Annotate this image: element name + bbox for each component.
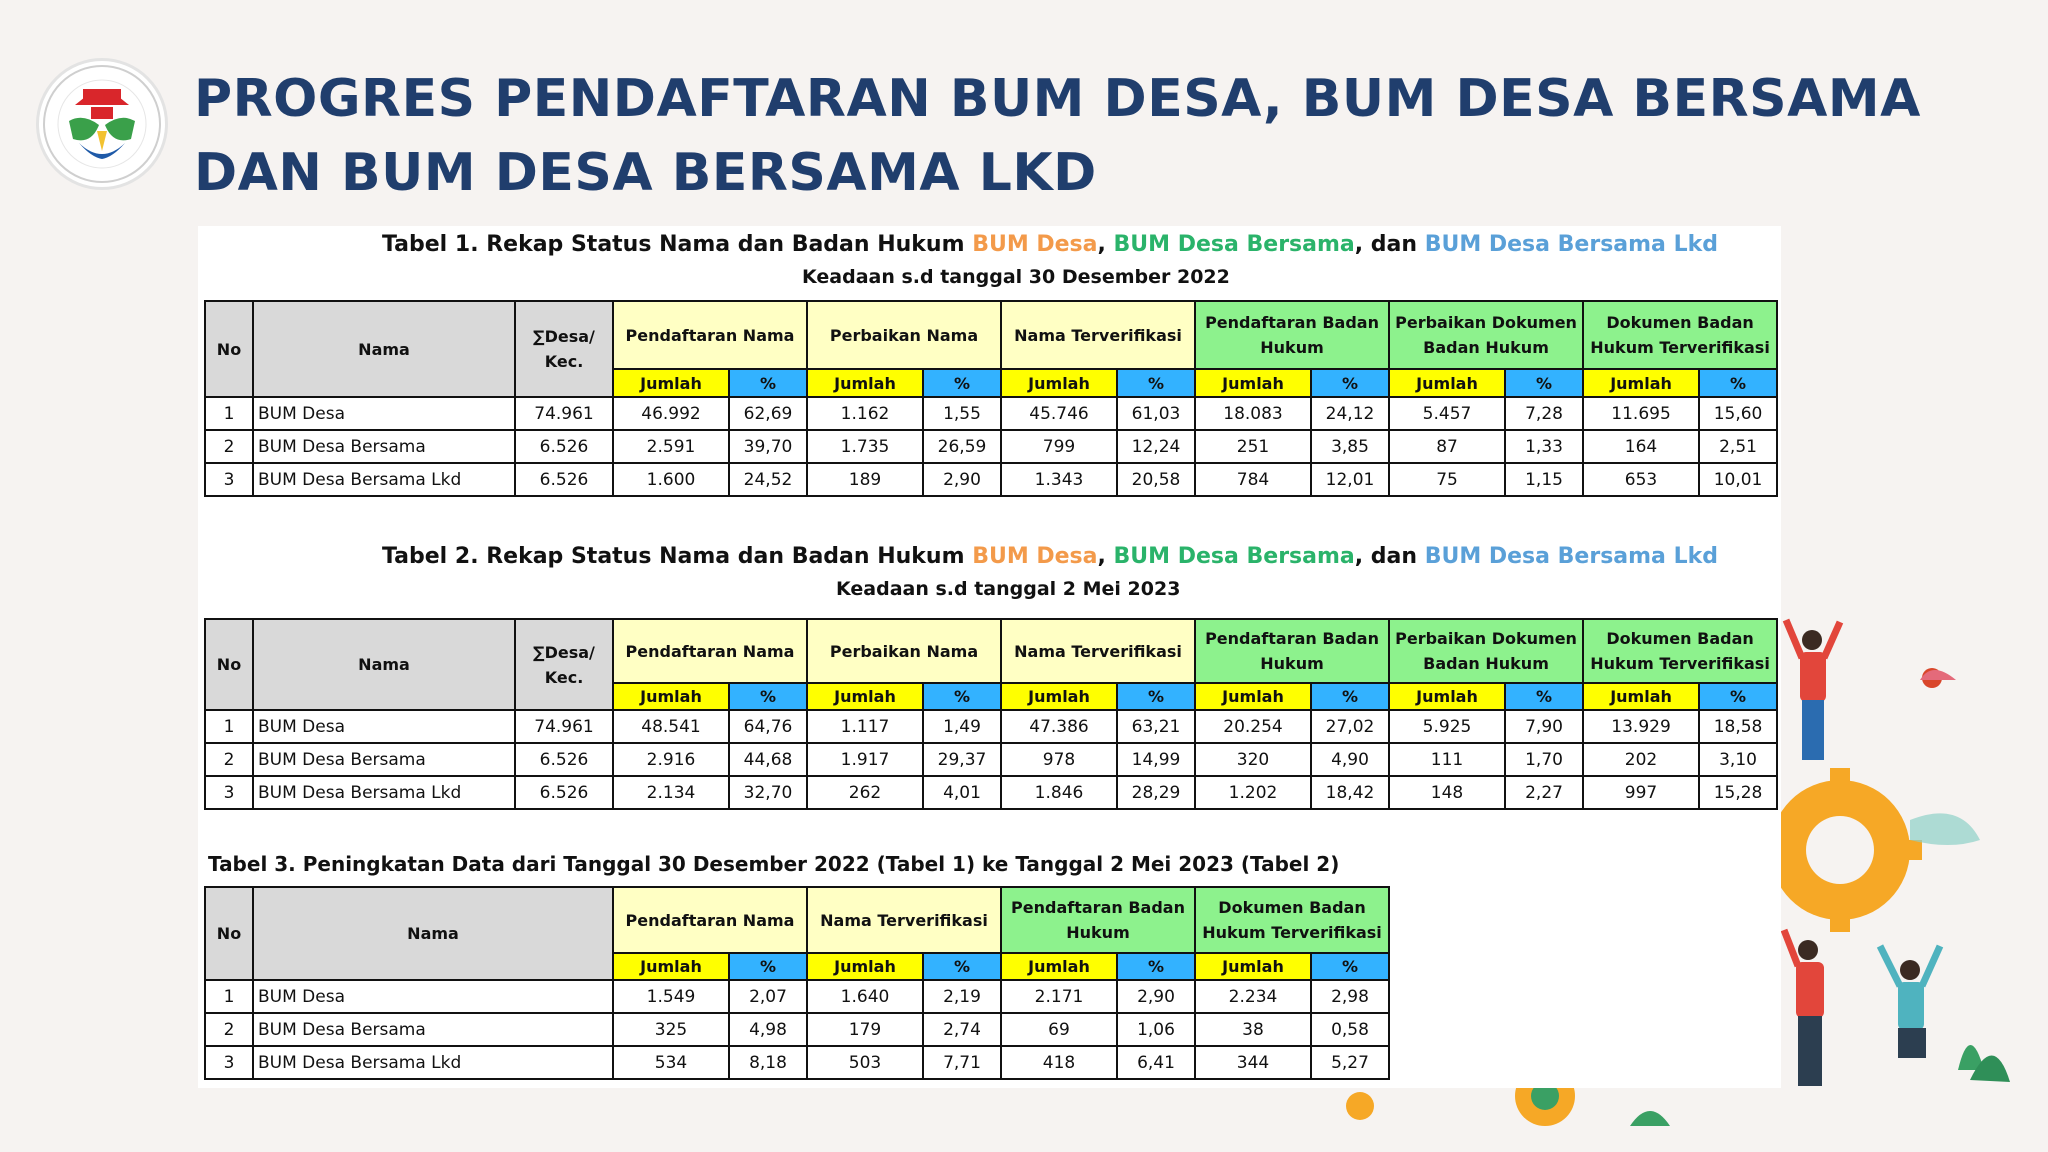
- value-cell: 1.117: [807, 710, 923, 743]
- value-cell: 4,90: [1311, 743, 1389, 776]
- value-cell: 2,98: [1311, 980, 1389, 1013]
- header-pendaftaran-nama: Pendaftaran Nama: [613, 301, 807, 369]
- value-cell: 148: [1389, 776, 1505, 809]
- row-number-cell: 1: [205, 710, 253, 743]
- value-cell: 534: [613, 1046, 729, 1079]
- header-perbaikan-dokumen-badan-hukum: Perbaikan Dokumen Badan Hukum: [1389, 301, 1583, 369]
- value-cell: 11.695: [1583, 397, 1699, 430]
- header-nama-terverifikasi: Nama Terverifikasi: [807, 887, 1001, 953]
- value-cell: 1.735: [807, 430, 923, 463]
- header-nama: Nama: [253, 619, 515, 710]
- value-cell: 3,10: [1699, 743, 1777, 776]
- row-number-cell: 1: [205, 980, 253, 1013]
- table-row: [205, 1013, 1389, 1046]
- row-number-cell: 3: [205, 1046, 253, 1079]
- value-cell: 87: [1389, 430, 1505, 463]
- value-cell: 20.254: [1195, 710, 1311, 743]
- subheader-jumlah: Jumlah: [1001, 683, 1117, 710]
- value-cell: 45.746: [1001, 397, 1117, 430]
- table1-caption: Tabel 1. Rekap Status Nama dan Badan Hukum BUM Desa, BUM Desa Bersama, dan BUM Desa Bersama Lkd: [382, 232, 1718, 257]
- value-cell: 1,70: [1505, 743, 1583, 776]
- row-name-cell: BUM Desa Bersama Lkd: [253, 1046, 613, 1079]
- value-cell: 1.846: [1001, 776, 1117, 809]
- row-number-cell: 3: [205, 776, 253, 809]
- subheader-jumlah: Jumlah: [807, 953, 923, 980]
- subheader-percent: %: [1117, 953, 1195, 980]
- value-cell: 262: [807, 776, 923, 809]
- table-row: [205, 743, 1777, 776]
- value-cell: 2.134: [613, 776, 729, 809]
- subheader-jumlah: Jumlah: [1583, 369, 1699, 397]
- subheader-jumlah: Jumlah: [1583, 683, 1699, 710]
- value-cell: 75: [1389, 463, 1505, 496]
- subheader-jumlah: Jumlah: [1195, 953, 1311, 980]
- value-cell: 12,24: [1117, 430, 1195, 463]
- value-cell: 28,29: [1117, 776, 1195, 809]
- value-cell: 653: [1583, 463, 1699, 496]
- row-number-cell: 1: [205, 397, 253, 430]
- table1-body: [205, 397, 1777, 496]
- header-no: No: [205, 619, 253, 710]
- value-cell: 251: [1195, 430, 1311, 463]
- table2-subtitle: Keadaan s.d tanggal 2 Mei 2023: [836, 578, 1181, 600]
- row-number-cell: 2: [205, 1013, 253, 1046]
- value-cell: 2,90: [923, 463, 1001, 496]
- value-cell: 12,01: [1311, 463, 1389, 496]
- value-cell: 15,60: [1699, 397, 1777, 430]
- value-cell: 1,15: [1505, 463, 1583, 496]
- value-cell: 2.171: [1001, 980, 1117, 1013]
- value-cell: 14,99: [1117, 743, 1195, 776]
- value-cell: 18,42: [1311, 776, 1389, 809]
- value-cell: 6.526: [515, 743, 613, 776]
- tables-panel: [198, 226, 1781, 1088]
- header-pendaftaran-badan-hukum: Pendaftaran Badan Hukum: [1195, 301, 1389, 369]
- table2: [204, 618, 1778, 810]
- value-cell: 111: [1389, 743, 1505, 776]
- subheader-jumlah: Jumlah: [1195, 369, 1311, 397]
- value-cell: 344: [1195, 1046, 1311, 1079]
- header-no: No: [205, 887, 253, 980]
- value-cell: 7,28: [1505, 397, 1583, 430]
- subheader-percent: %: [1117, 683, 1195, 710]
- subheader-jumlah: Jumlah: [807, 369, 923, 397]
- value-cell: 6,41: [1117, 1046, 1195, 1079]
- table-row: [205, 980, 1389, 1013]
- row-name-cell: BUM Desa Bersama: [253, 1013, 613, 1046]
- value-cell: 1,06: [1117, 1013, 1195, 1046]
- table-row: [205, 430, 1777, 463]
- value-cell: 6.526: [515, 430, 613, 463]
- table-row: [205, 776, 1777, 809]
- table1-subtitle: Keadaan s.d tanggal 30 Desember 2022: [802, 266, 1230, 288]
- value-cell: 503: [807, 1046, 923, 1079]
- value-cell: 0,58: [1311, 1013, 1389, 1046]
- value-cell: 4,01: [923, 776, 1001, 809]
- subheader-jumlah: Jumlah: [1389, 369, 1505, 397]
- person-top-icon: [1786, 620, 1840, 760]
- value-cell: 978: [1001, 743, 1117, 776]
- value-cell: 784: [1195, 463, 1311, 496]
- value-cell: 24,52: [729, 463, 807, 496]
- table-row: [205, 463, 1777, 496]
- value-cell: 26,59: [923, 430, 1001, 463]
- value-cell: 20,58: [1117, 463, 1195, 496]
- row-name-cell: BUM Desa Bersama: [253, 743, 515, 776]
- subheader-percent: %: [1311, 953, 1389, 980]
- value-cell: 15,28: [1699, 776, 1777, 809]
- value-cell: 6.526: [515, 776, 613, 809]
- table-row: [205, 710, 1777, 743]
- subheader-percent: %: [923, 683, 1001, 710]
- subheader-jumlah: Jumlah: [1001, 369, 1117, 397]
- value-cell: 13.929: [1583, 710, 1699, 743]
- table3-caption: Tabel 3. Peningkatan Data dari Tanggal 30 Desember 2022 (Tabel 1) ke Tanggal 2 Mei 2023 (Tabel 2): [208, 852, 1340, 876]
- value-cell: 1.640: [807, 980, 923, 1013]
- value-cell: 39,70: [729, 430, 807, 463]
- subheader-jumlah: Jumlah: [1195, 683, 1311, 710]
- value-cell: 18.083: [1195, 397, 1311, 430]
- subheader-percent: %: [1117, 369, 1195, 397]
- value-cell: 5.925: [1389, 710, 1505, 743]
- value-cell: 29,37: [923, 743, 1001, 776]
- slide-title-line2: DAN BUM DESA BERSAMA LKD: [194, 143, 1097, 203]
- value-cell: 24,12: [1311, 397, 1389, 430]
- value-cell: 18,58: [1699, 710, 1777, 743]
- table3-body: [205, 980, 1389, 1079]
- row-name-cell: BUM Desa: [253, 980, 613, 1013]
- subheader-percent: %: [923, 953, 1001, 980]
- value-cell: 48.541: [613, 710, 729, 743]
- header-perbaikan-nama: Perbaikan Nama: [807, 301, 1001, 369]
- value-cell: 62,69: [729, 397, 807, 430]
- value-cell: 61,03: [1117, 397, 1195, 430]
- value-cell: 2,90: [1117, 980, 1195, 1013]
- subheader-percent: %: [1505, 369, 1583, 397]
- slide-title-line1: PROGRES PENDAFTARAN BUM DESA, BUM DESA BERSAMA: [194, 69, 1921, 129]
- value-cell: 1,49: [923, 710, 1001, 743]
- value-cell: 4,98: [729, 1013, 807, 1046]
- table2-caption: Tabel 2. Rekap Status Nama dan Badan Hukum BUM Desa, BUM Desa Bersama, dan BUM Desa Bersama Lkd: [382, 544, 1718, 569]
- subheader-percent: %: [1311, 683, 1389, 710]
- value-cell: 2,19: [923, 980, 1001, 1013]
- header-pendaftaran-badan-hukum: Pendaftaran Badan Hukum: [1001, 887, 1195, 953]
- value-cell: 164: [1583, 430, 1699, 463]
- row-name-cell: BUM Desa: [253, 397, 515, 430]
- value-cell: 418: [1001, 1046, 1117, 1079]
- value-cell: 7,71: [923, 1046, 1001, 1079]
- logo-emblem-icon: [39, 61, 165, 187]
- value-cell: 202: [1583, 743, 1699, 776]
- subheader-jumlah: Jumlah: [1389, 683, 1505, 710]
- value-cell: 8,18: [729, 1046, 807, 1079]
- value-cell: 2.591: [613, 430, 729, 463]
- value-cell: 799: [1001, 430, 1117, 463]
- header-dokumen-badan-hukum-terverifikasi: Dokumen Badan Hukum Terverifikasi: [1583, 619, 1777, 683]
- value-cell: 44,68: [729, 743, 807, 776]
- value-cell: 1.343: [1001, 463, 1117, 496]
- subheader-percent: %: [729, 953, 807, 980]
- header-nama: Nama: [253, 887, 613, 980]
- value-cell: 1,33: [1505, 430, 1583, 463]
- value-cell: 2,27: [1505, 776, 1583, 809]
- table-row: [205, 1046, 1389, 1079]
- value-cell: 64,76: [729, 710, 807, 743]
- value-cell: 1.917: [807, 743, 923, 776]
- value-cell: 46.992: [613, 397, 729, 430]
- subheader-percent: %: [923, 369, 1001, 397]
- value-cell: 74.961: [515, 397, 613, 430]
- value-cell: 2,07: [729, 980, 807, 1013]
- subheader-jumlah: Jumlah: [1001, 953, 1117, 980]
- header-perbaikan-dokumen-badan-hukum: Perbaikan Dokumen Badan Hukum: [1389, 619, 1583, 683]
- header-nama: Nama: [253, 301, 515, 397]
- value-cell: 32,70: [729, 776, 807, 809]
- header-nama-terverifikasi: Nama Terverifikasi: [1001, 619, 1195, 683]
- header-pendaftaran-nama: Pendaftaran Nama: [613, 619, 807, 683]
- value-cell: 63,21: [1117, 710, 1195, 743]
- subheader-jumlah: Jumlah: [613, 953, 729, 980]
- header-desa-kec: ∑Desa/ Kec.: [515, 301, 613, 397]
- value-cell: 3,85: [1311, 430, 1389, 463]
- row-name-cell: BUM Desa Bersama Lkd: [253, 776, 515, 809]
- value-cell: 27,02: [1311, 710, 1389, 743]
- value-cell: 997: [1583, 776, 1699, 809]
- subheader-jumlah: Jumlah: [807, 683, 923, 710]
- value-cell: 5.457: [1389, 397, 1505, 430]
- value-cell: 1.549: [613, 980, 729, 1013]
- subheader-percent: %: [1699, 683, 1777, 710]
- value-cell: 179: [807, 1013, 923, 1046]
- table-row: [205, 397, 1777, 430]
- value-cell: 2.234: [1195, 980, 1311, 1013]
- value-cell: 1.162: [807, 397, 923, 430]
- value-cell: 10,01: [1699, 463, 1777, 496]
- header-dokumen-badan-hukum-terverifikasi: Dokumen Badan Hukum Terverifikasi: [1583, 301, 1777, 369]
- value-cell: 2,51: [1699, 430, 1777, 463]
- subheader-percent: %: [729, 683, 807, 710]
- value-cell: 325: [613, 1013, 729, 1046]
- row-number-cell: 3: [205, 463, 253, 496]
- value-cell: 69: [1001, 1013, 1117, 1046]
- row-number-cell: 2: [205, 430, 253, 463]
- header-desa-kec: ∑Desa/ Kec.: [515, 619, 613, 710]
- subheader-jumlah: Jumlah: [613, 683, 729, 710]
- gears-decoration: [1300, 1086, 1780, 1152]
- header-pendaftaran-nama: Pendaftaran Nama: [613, 887, 807, 953]
- value-cell: 5,27: [1311, 1046, 1389, 1079]
- value-cell: 47.386: [1001, 710, 1117, 743]
- table1: [204, 300, 1778, 497]
- value-cell: 38: [1195, 1013, 1311, 1046]
- header-perbaikan-nama: Perbaikan Nama: [807, 619, 1001, 683]
- table2-body: [205, 710, 1777, 809]
- row-name-cell: BUM Desa: [253, 710, 515, 743]
- header-dokumen-badan-hukum-terverifikasi: Dokumen Badan Hukum Terverifikasi: [1195, 887, 1389, 953]
- value-cell: 74.961: [515, 710, 613, 743]
- value-cell: 2.916: [613, 743, 729, 776]
- row-name-cell: BUM Desa Bersama: [253, 430, 515, 463]
- header-nama-terverifikasi: Nama Terverifikasi: [1001, 301, 1195, 369]
- value-cell: 7,90: [1505, 710, 1583, 743]
- person-bottom-left-icon: [1784, 930, 1824, 1086]
- value-cell: 1,55: [923, 397, 1001, 430]
- slide-title: [194, 62, 1921, 210]
- value-cell: 6.526: [515, 463, 613, 496]
- value-cell: 1.600: [613, 463, 729, 496]
- subheader-percent: %: [1505, 683, 1583, 710]
- table3: [204, 886, 1390, 1080]
- header-no: No: [205, 301, 253, 397]
- value-cell: 2,74: [923, 1013, 1001, 1046]
- subheader-percent: %: [1311, 369, 1389, 397]
- ministry-logo: [36, 58, 168, 190]
- subheader-percent: %: [729, 369, 807, 397]
- person-bottom-right-icon: [1880, 946, 1940, 1058]
- row-name-cell: BUM Desa Bersama Lkd: [253, 463, 515, 496]
- teamwork-illustration: [1780, 600, 2048, 1152]
- value-cell: 189: [807, 463, 923, 496]
- value-cell: 1.202: [1195, 776, 1311, 809]
- value-cell: 320: [1195, 743, 1311, 776]
- subheader-percent: %: [1699, 369, 1777, 397]
- header-pendaftaran-badan-hukum: Pendaftaran Badan Hukum: [1195, 619, 1389, 683]
- row-number-cell: 2: [205, 743, 253, 776]
- subheader-jumlah: Jumlah: [613, 369, 729, 397]
